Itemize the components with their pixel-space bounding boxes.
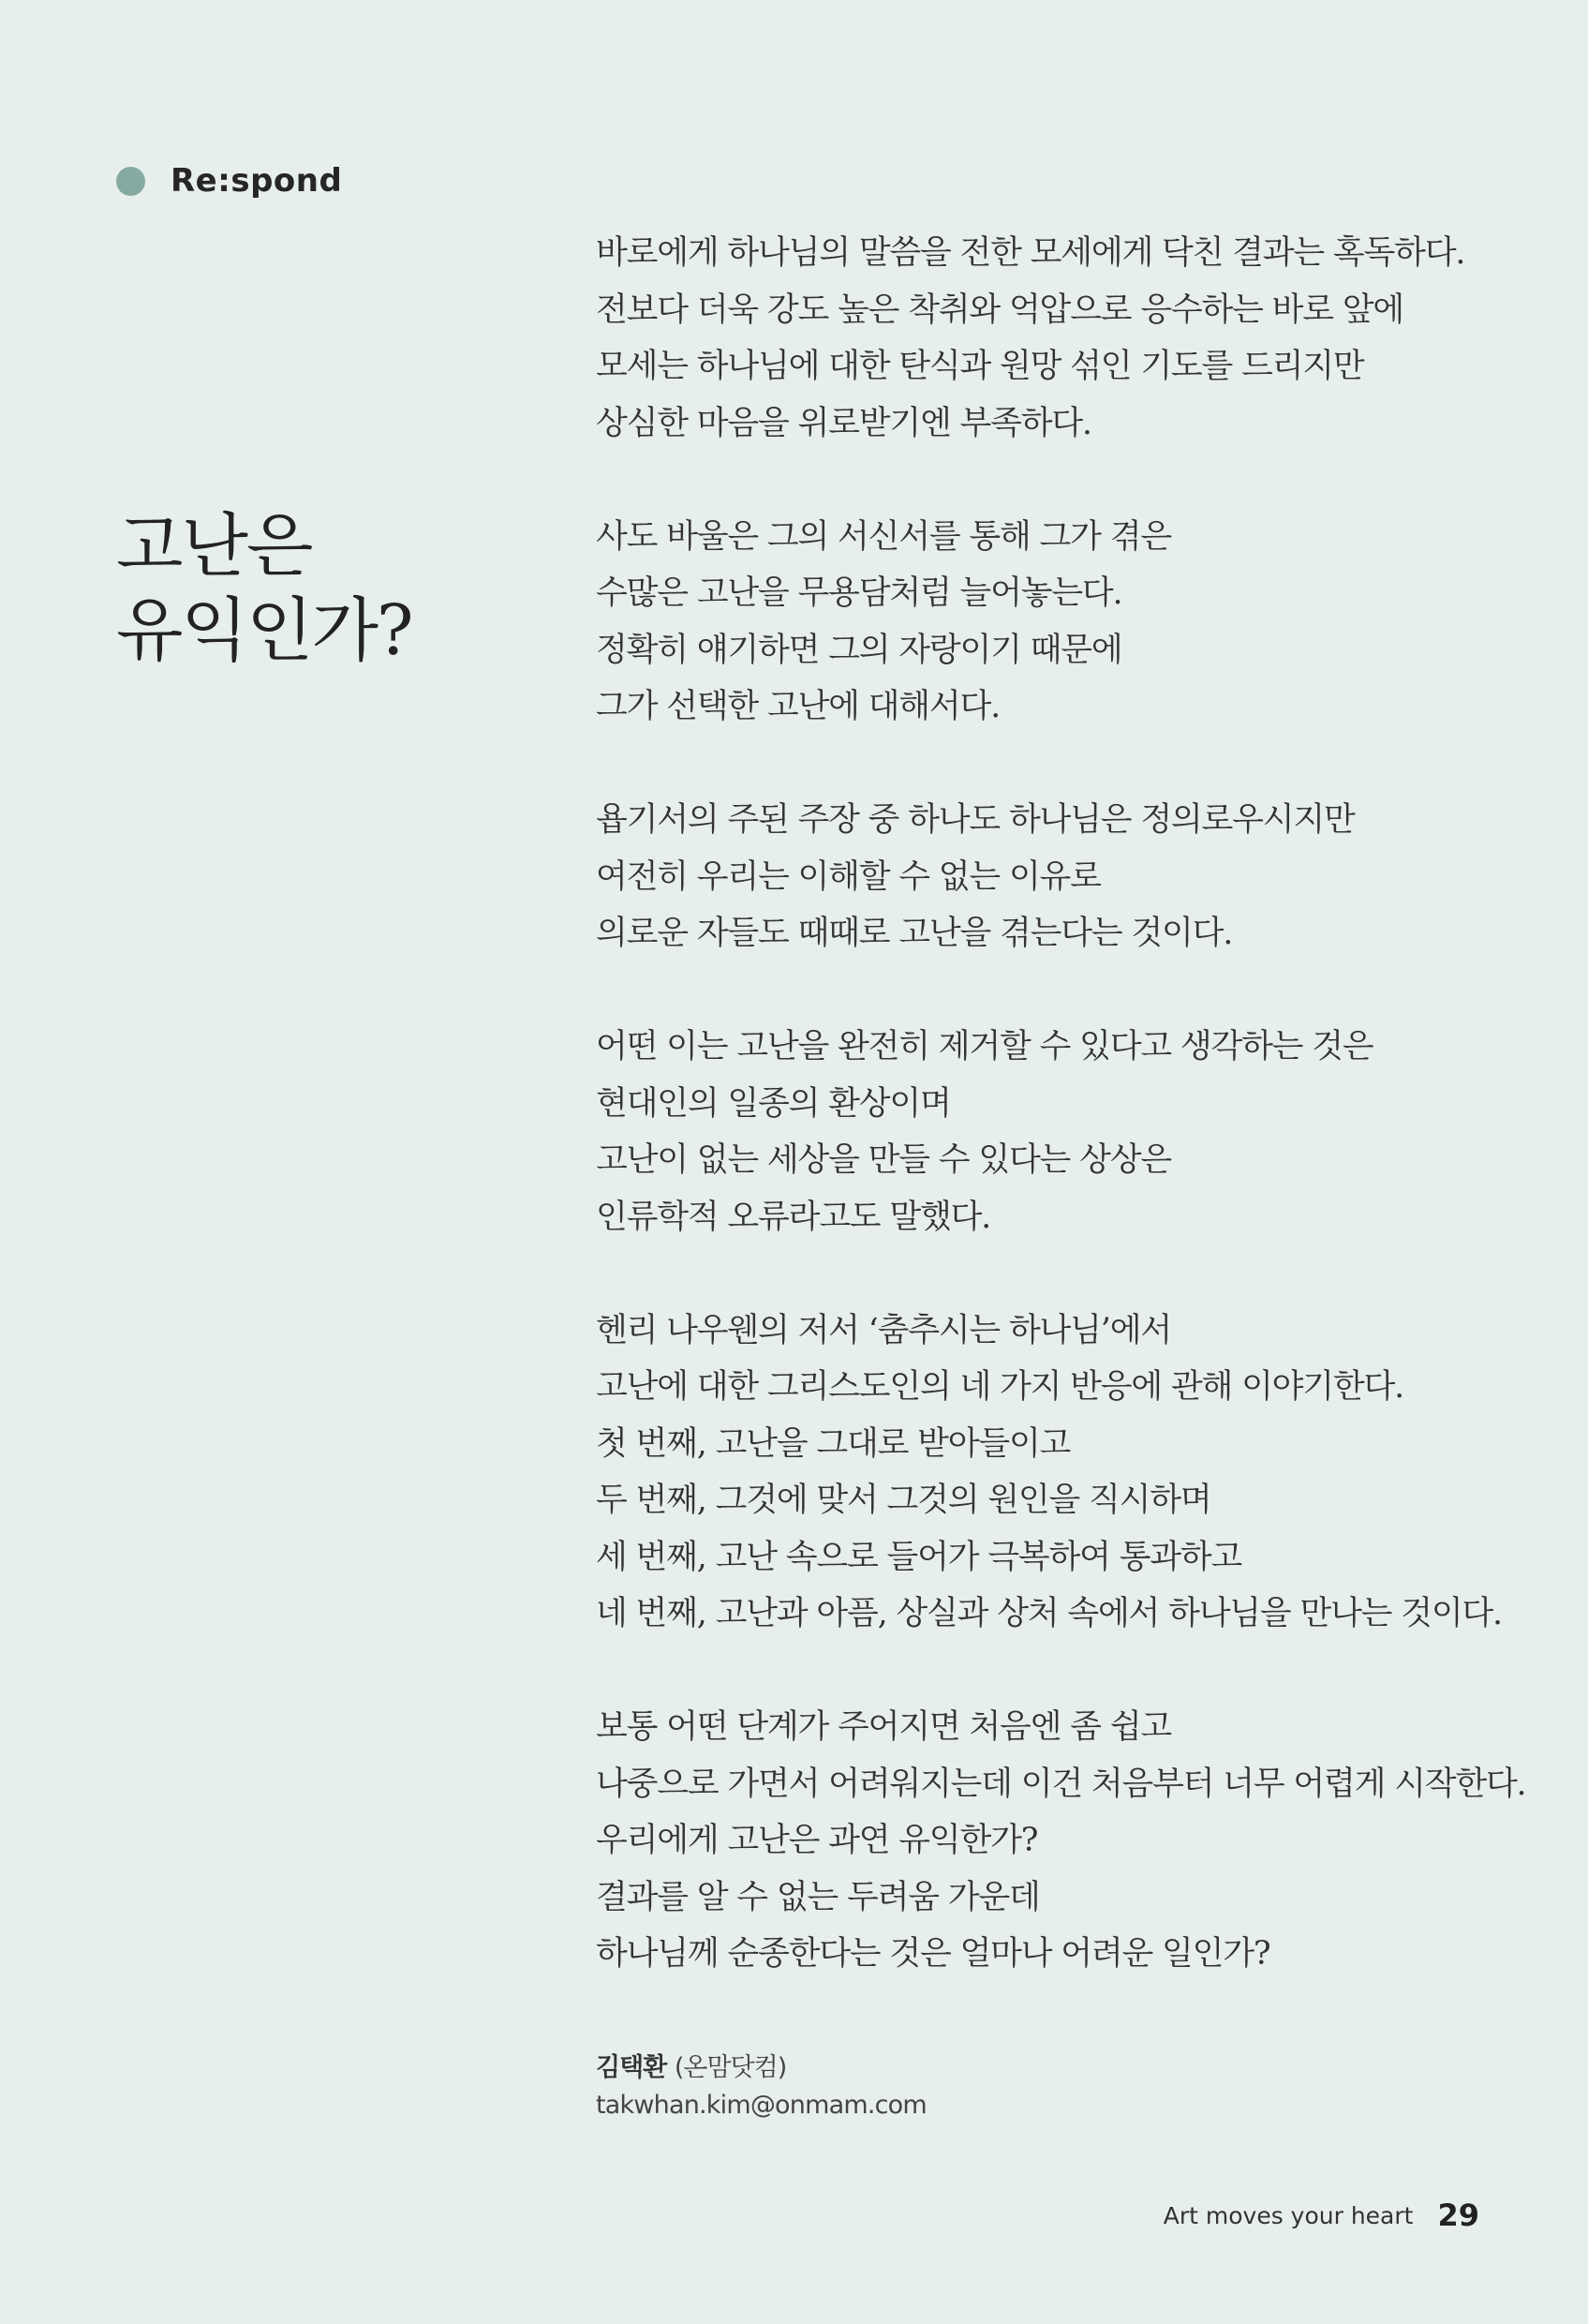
paragraph-3 (596, 792, 1533, 962)
body-line: 바로에게 하나님의 말씀을 전한 모세에게 닥친 결과는 혹독하다. (596, 234, 1465, 272)
body-line: 헨리 나우웬의 저서 ‘춤추시는 하나님’에서 (596, 1311, 1171, 1349)
paragraph-2 (596, 509, 1533, 736)
body-line: 전보다 더욱 강도 높은 착취와 억압으로 응수하는 바로 앞에 (596, 290, 1404, 329)
paragraph-6 (596, 1699, 1533, 1983)
body-line: 보통 어떤 단계가 주어지면 처음엔 좀 쉽고 (596, 1708, 1171, 1746)
section-tag (116, 159, 342, 202)
body-line: 어떤 이는 고난을 완전히 제거할 수 있다고 생각하는 것은 (596, 1028, 1373, 1065)
body-line: 우리에게 고난은 과연 유익한가? (596, 1822, 1038, 1859)
article-title-line-2: 유익인가? (116, 590, 412, 671)
body-line: 결과를 알 수 없는 두려움 가운데 (596, 1878, 1040, 1916)
author-affiliation: (온맘닷컴) (674, 2053, 787, 2082)
body-line: 욥기서의 주된 주장 중 하나도 하나님은 정의로우시지만 (596, 801, 1355, 839)
author-email: takwhan.kim@onmam.com (596, 2091, 927, 2120)
paragraph-5 (596, 1303, 1533, 1643)
paragraph-4 (596, 1019, 1533, 1245)
body-line: 세 번째, 고난 속으로 들어가 극복하여 통과하고 (596, 1538, 1242, 1576)
body-line: 의로운 자들도 때때로 고난을 겪는다는 것이다. (596, 915, 1233, 952)
body-line: 네 번째, 고난과 아픔, 상실과 상처 속에서 하나님을 만나는 것이다. (596, 1595, 1502, 1632)
section-label: Re:spond (171, 162, 343, 200)
article-title-line-1: 고난은 (116, 506, 312, 587)
article-body (596, 225, 1533, 2039)
body-line: 하나님께 순종한다는 것은 얼마나 어려운 일인가? (596, 1935, 1270, 1973)
body-line: 상심한 마음을 위로받기엔 부족하다. (596, 404, 1091, 442)
paragraph-1 (596, 225, 1533, 452)
body-line: 나중으로 가면서 어려워지는데 이건 처음부터 너무 어렵게 시작한다. (596, 1765, 1526, 1803)
body-line: 정확히 얘기하면 그의 자랑이기 때문에 (596, 631, 1122, 669)
body-line: 첫 번째, 고난을 그대로 받아들이고 (596, 1424, 1071, 1463)
author-credit (596, 2049, 927, 2124)
body-line: 수많은 고난을 무용담처럼 늘어놓는다. (596, 574, 1122, 612)
body-line: 두 번째, 그것에 맞서 그것의 원인을 직시하며 (596, 1482, 1211, 1519)
body-line: 사도 바울은 그의 서신서를 통해 그가 겪은 (596, 517, 1171, 556)
body-line: 고난이 없는 세상을 만들 수 있다는 상상은 (596, 1141, 1171, 1179)
footer-tagline: Art moves your heart (1163, 2201, 1414, 2229)
body-line: 현대인의 일종의 환상이며 (596, 1084, 951, 1123)
body-line: 고난에 대한 그리스도인의 네 가지 반응에 관해 이야기한다. (596, 1368, 1404, 1406)
body-line: 인류학적 오류라고도 말했다. (596, 1198, 991, 1236)
body-line: 모세는 하나님에 대한 탄식과 원망 섞인 기도를 드리지만 (596, 348, 1364, 385)
body-line: 여전히 우리는 이해할 수 없는 이유로 (596, 857, 1101, 896)
body-line: 그가 선택한 고난에 대해서다. (596, 688, 1001, 725)
page-footer (1164, 2195, 1479, 2236)
article-title (116, 504, 412, 673)
section-dot-icon (116, 167, 145, 196)
page-number: 29 (1437, 2197, 1479, 2233)
author-name: 김택환 (596, 2053, 667, 2082)
